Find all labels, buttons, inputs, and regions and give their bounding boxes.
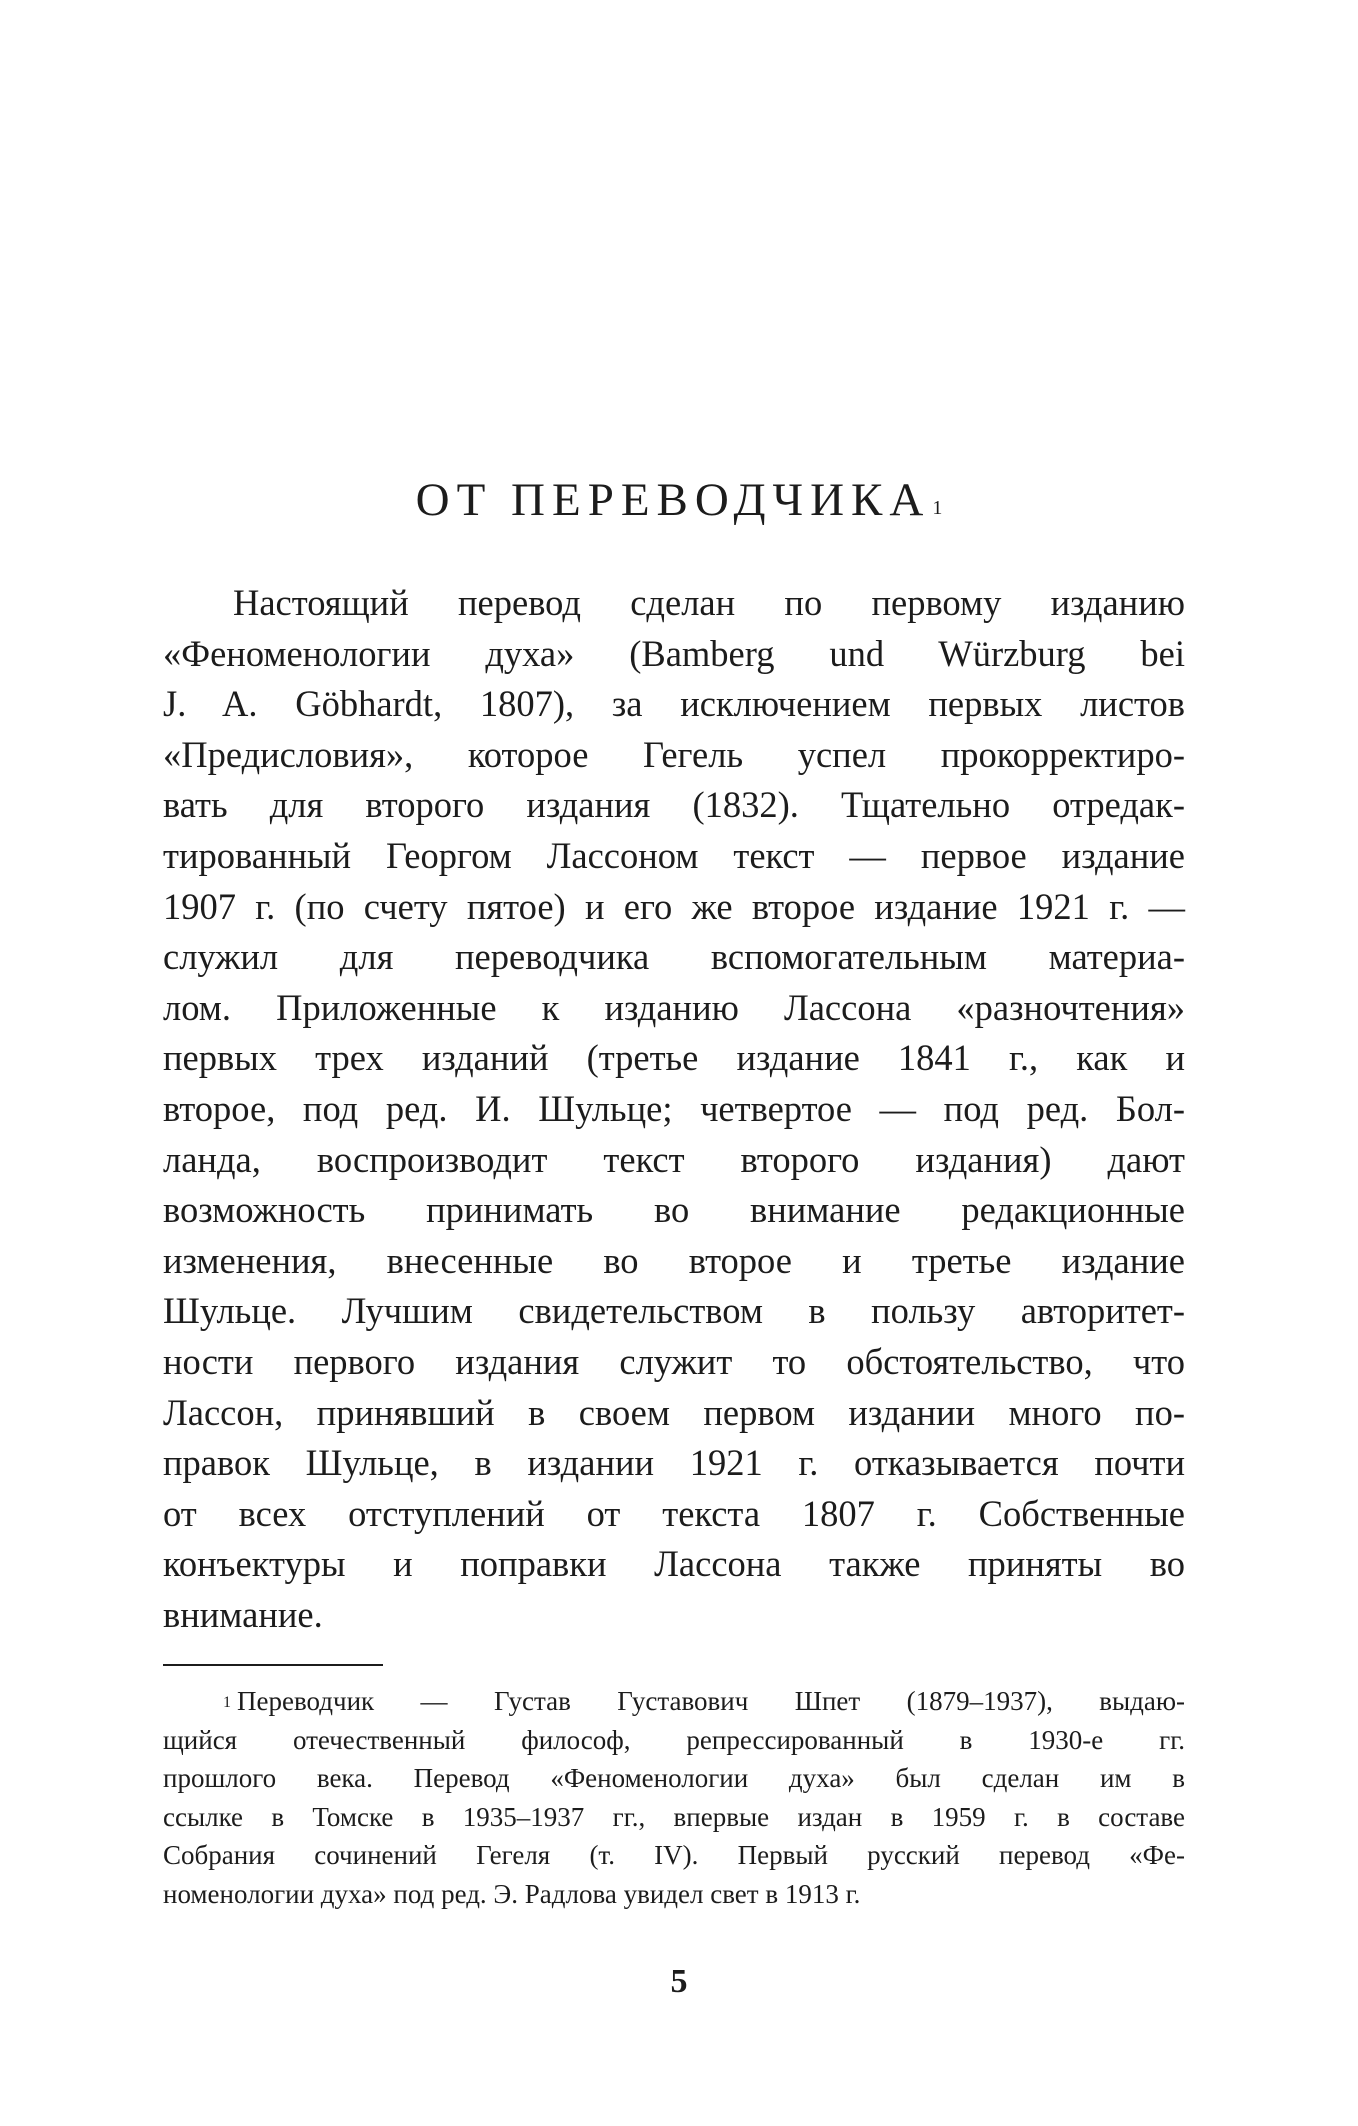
body-line: Шульце. Лучшим свидетельством в пользу авторитет-	[163, 1290, 1185, 1332]
body-line: внимание.	[163, 1593, 323, 1635]
body-line: первых трех изданий (третье издание 1841 г., как и	[163, 1037, 1185, 1079]
heading-title: ОТ ПЕРЕВОДЧИКА	[415, 474, 931, 526]
body-line: изменения, внесенные во второе и третье издание	[163, 1239, 1185, 1281]
footnote	[163, 1682, 1185, 1914]
chapter-heading	[0, 470, 1358, 530]
body-line: от всех отступлений от текста 1807 г. Собственные	[163, 1492, 1185, 1534]
footnote-line-text: Переводчик — Густав Густавович Шпет (1879–1937), выдаю-	[237, 1686, 1185, 1716]
body-line: Настоящий перевод сделан по первому изданию	[233, 582, 1185, 623]
body-line: тированный Георгом Лассоном текст — первое издание	[163, 834, 1185, 876]
body-line: конъектуры и поправки Лассона также приняты во	[163, 1543, 1185, 1585]
body-line: второе, под ред. И. Шульце; четвертое — под ред. Бол-	[163, 1087, 1185, 1129]
body-line: лом. Приложенные к изданию Лассона «разночтения»	[163, 986, 1185, 1028]
body-line: ланда, воспроизводит текст второго издания) дают	[163, 1138, 1185, 1180]
body-line: «Предисловия», которое Гегель успел прокорректиро-	[163, 733, 1185, 775]
body-line: 1907 г. (по счету пятое) и его же второе издание 1921 г. —	[163, 885, 1185, 927]
footnote-line: ссылке в Томске в 1935–1937 гг., впервые издан в 1959 г. в составе	[163, 1801, 1185, 1832]
heading-footnote-mark: 1	[932, 497, 943, 519]
page-number: 5	[670, 1963, 688, 2000]
footnote-line	[163, 1682, 1185, 1721]
footnote-line: Собрания сочинений Гегеля (т. IV). Первый русский перевод «Фе-	[163, 1840, 1185, 1871]
body-line: ности первого издания служит то обстоятельство, что	[163, 1340, 1185, 1382]
body-line: вать для второго издания (1832). Тщательно отредак-	[163, 784, 1185, 826]
body-line: возможность принимать во внимание редакционные	[163, 1189, 1185, 1231]
footnote-line: прошлого века. Перевод «Феноменологии духа» был сделан им в	[163, 1763, 1185, 1794]
footnote-divider	[163, 1664, 383, 1666]
footnote-mark: 1	[223, 1694, 231, 1711]
body-line: «Феноменологии духа» (Bamberg und Würzburg bei	[163, 632, 1185, 674]
body-line: служил для переводчика вспомогательным материа-	[163, 936, 1185, 978]
footnote-line: щийся отечественный философ, репрессированный в 1930-е гг.	[163, 1724, 1185, 1755]
body-line: правок Шульце, в издании 1921 г. отказывается почти	[163, 1442, 1185, 1484]
body-paragraph	[163, 578, 1185, 1640]
body-line: J. A. Göbhardt, 1807), за исключением первых листов	[163, 683, 1185, 725]
body-line: Лассон, принявший в своем первом издании много по-	[163, 1391, 1185, 1433]
footnote-line: номенологии духа» под ред. Э. Радлова увидел свет в 1913 г.	[163, 1878, 861, 1909]
